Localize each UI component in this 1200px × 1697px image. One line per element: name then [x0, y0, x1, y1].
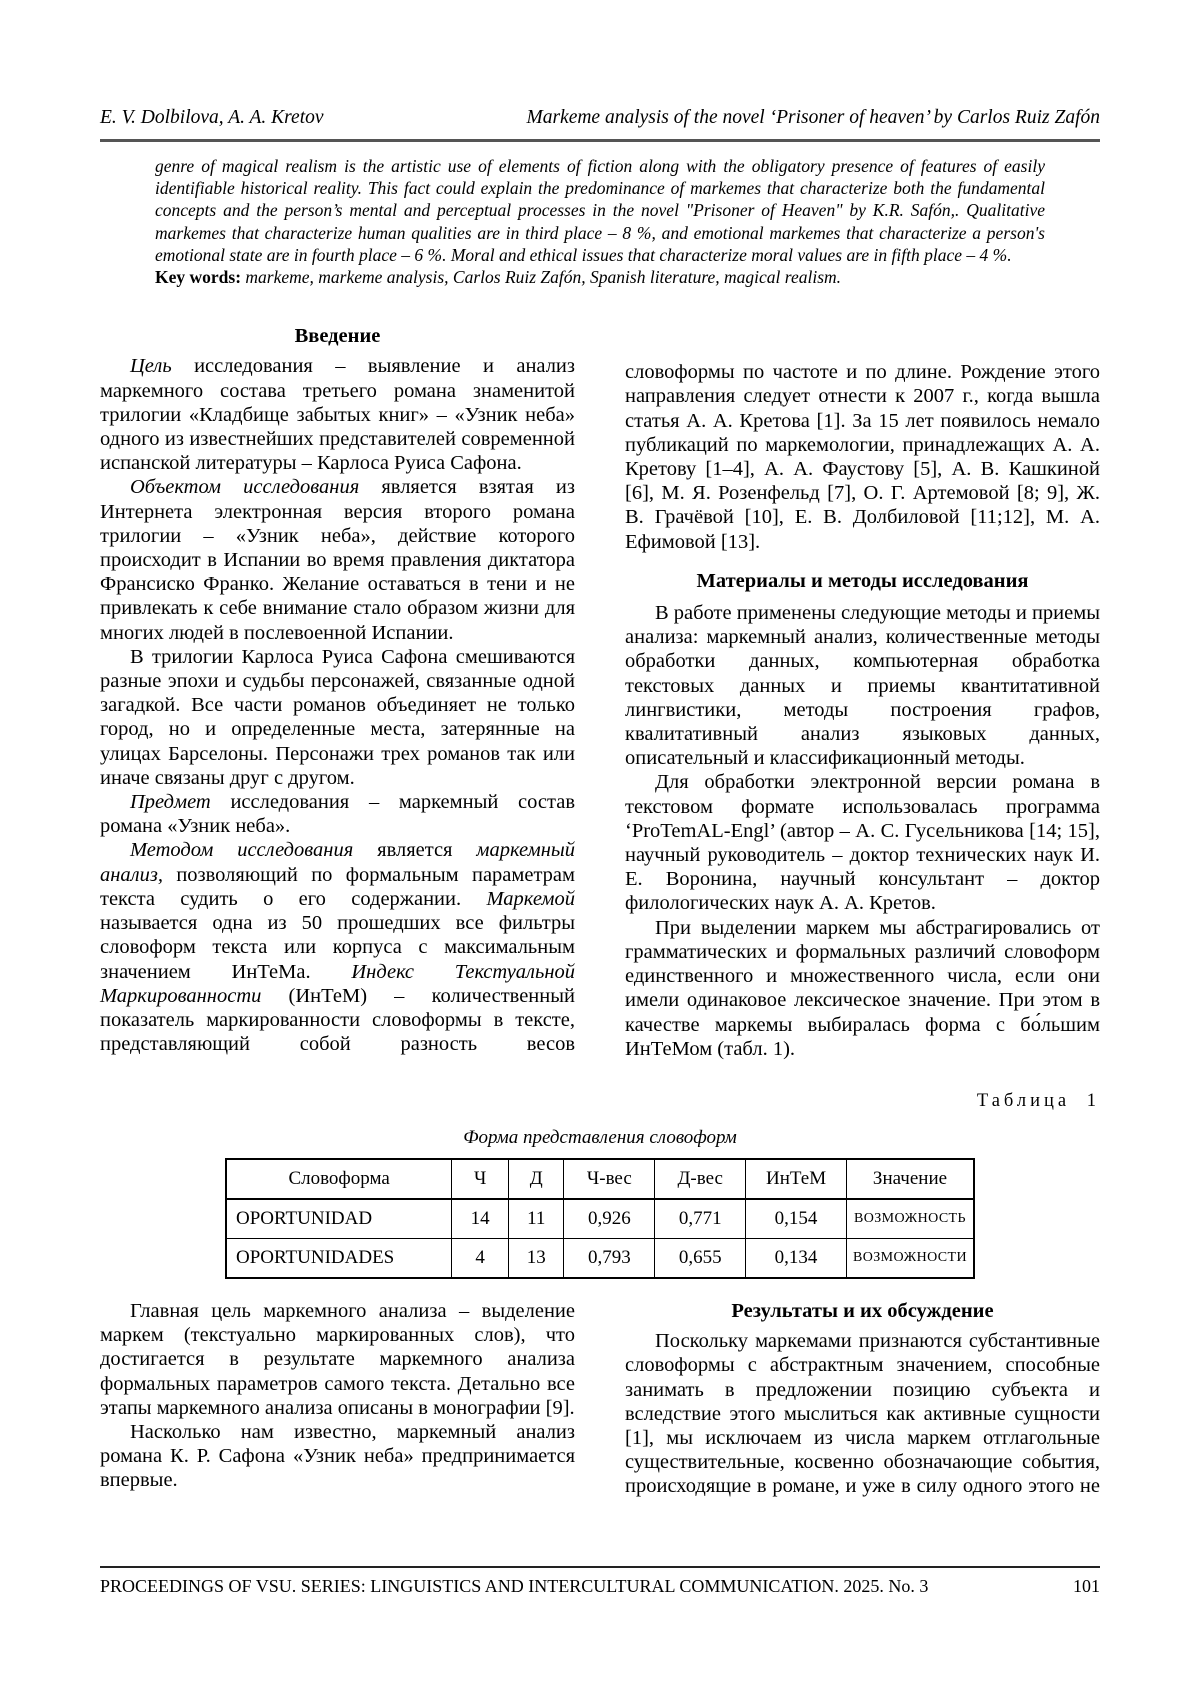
running-header-authors: E. V. Dolbilova, A. A. Kretov [100, 107, 324, 128]
paragraph: Насколько нам известно, маркемный анализ романа К. Р. Сафона «Узник неба» предпринимается впервые. [100, 1420, 575, 1492]
abstract-text: genre of magical realism is the artistic use of elements of fiction along with the obligatory presence of features of easily identifiable historical reality. This fact could explain the predominance of markemes that characterize both the fundamental concepts and the person’s mental and perceptual processes in the novel "Prisoner of Heaven" by K.R. Safón,. Qualitative markemes that characterize human qualities are in third place – 8 %, and emotional markemes that characterize a person's emotional state are in fourth place – 6 %. Moral and ethical issues that characterize moral values are in fifth place – 4 %. [155, 156, 1045, 265]
table-row [226, 1238, 974, 1278]
table-header-cell: Ч [452, 1159, 509, 1199]
paragraph-text: является [353, 839, 477, 862]
paragraph-text: называется одна из 50 прошедших все фильтры словоформ текста или корпуса с максимальным значением ИнТеМа. [100, 912, 575, 983]
section-heading-methods: Материалы и методы исследования [696, 569, 1029, 592]
paragraph-text: исследования – выявление и анализ маркемного состава третьего романа знаменитой трилогии «Кладбище забытых книг» – «Узник неба» одного из известнейших представителей современной испанской литературы – Карлоса Руиса Сафона. [100, 355, 575, 475]
table-label: Таблица 1 [976, 1090, 1100, 1111]
table-cell: 14 [452, 1199, 509, 1239]
running-header [100, 0, 1100, 130]
abstract [155, 155, 1045, 288]
paragraph [100, 354, 575, 475]
table-cell-wordform: OPORTUNIDADES [226, 1238, 452, 1278]
table-row [226, 1199, 974, 1239]
table-cell: 13 [509, 1238, 564, 1278]
table-caption: Форма представления словоформ [463, 1126, 737, 1148]
emphasis: Цель [130, 355, 172, 378]
paragraph-text: (ИнТеМ) – количественный показатель маркированности словоформы в тексте, представляющий собой разность весов [100, 984, 575, 1056]
paragraph [100, 838, 575, 1056]
paragraph: Главная цель маркемного анализа – выделение маркем (текстуально маркированных слов), что достигается в результате маркемного анализа формальных параметров самого текста. Детально все этапы маркемного анализа описаны в монографии [9]. [100, 1299, 575, 1419]
table-header-cell: Д [509, 1159, 564, 1199]
emphasis: маркемный анализ, [100, 839, 575, 886]
emphasis: Предмет [130, 791, 211, 814]
table-cell-meaning: ВОЗМОЖНОСТИ [846, 1238, 974, 1278]
paragraph: словоформы по частоте и по длине. Рождение этого направления следует отнести к 2007 г., когда вышла статья А. А. Кретова [1]. За 15 лет появилось немало публикаций по маркемологии, принадлежащих А. А. Кретову [1–4], А. А. Фаустову [5], А. В. Кашкиной [6], М. Я. Розенфельд [7], О. Г. Артемовой [8; 9], Ж. В. Грачёвой [10], Е. В. Долбиловой [11;12], М. А. Ефимовой [13]. [625, 361, 1100, 553]
table-cell: 0,134 [746, 1238, 847, 1278]
header-rule [100, 139, 1100, 142]
page-footer [100, 1566, 1100, 1597]
right-column-top [625, 324, 1100, 1061]
table-cell-wordform: OPORTUNIDAD [226, 1199, 452, 1239]
keywords-text: markeme, markeme analysis, Carlos Ruiz Zafón, Spanish literature, magical realism. [241, 267, 842, 288]
table-cell: 0,926 [564, 1199, 655, 1239]
paragraph: При выделении маркем мы абстрагировались от грамматических и формальных различий словоформ единственного и множественного числа, если они имели одинаковое лексическое значение. При этом в качестве маркемы выбиралась форма с бо́льшим ИнТеМом (табл. 1). [625, 916, 1100, 1060]
page-number: 101 [1073, 1576, 1100, 1596]
table-cell: 4 [452, 1238, 509, 1278]
paragraph [100, 790, 575, 838]
page-content [100, 0, 1100, 1499]
right-column-bottom [625, 1299, 1100, 1499]
paragraph: Поскольку маркемами признаются субстантивные словоформы с абстрактным значением, способные занимать в предложении позицию субъекта и вследствие этого мыслиться как активные сущности [1], мы исключаем из числа маркем отглагольные существительные, косвенно обозначающие события, происходящие в романе, и уже в силу одного этого не [625, 1330, 1100, 1498]
emphasis: Объектом исследования [130, 476, 360, 499]
section-heading-results: Результаты и их обсуждение [731, 1299, 994, 1322]
table-cell: 0,655 [655, 1238, 746, 1278]
footer-journal-line: PROCEEDINGS OF VSU. SERIES: LINGUISTICS AND INTERCULTURAL COMMUNICATION. 2025. No. 3 [100, 1576, 929, 1596]
running-header-title: Markeme analysis of the novel ‘Prisoner of heaven’ by Carlos Ruiz Zafón [526, 107, 1100, 128]
table-header-cell: ИнТеМ [746, 1159, 847, 1199]
table-header-cell: Д-вес [655, 1159, 746, 1199]
paragraph-text: позволяющий по формальным параметрам текста судить о его содержании. [100, 863, 575, 910]
paragraph-text: является взятая из Интернета электронная версия второго романа трилогии – «Узник неба», действие которого происходит в Испании во время правления диктатора Франсиско Франко. Желание оставаться в тени и не привлекать к себе внимание стало образом жизни для многих людей в послевоенной Испании. [100, 476, 575, 644]
paragraph: В трилогии Карлоса Руиса Сафона смешиваются разные эпохи и судьбы персонажей, связанные одной загадкой. Все части романов объединяет не только город, но и определенные места, затерянные на улицах Барселоны. Персонажи трех романов так или иначе связаны друг с другом. [100, 645, 575, 789]
table-header-cell: Ч-вес [564, 1159, 655, 1199]
left-column-top [100, 324, 575, 1061]
wordform-table [225, 1158, 975, 1279]
table-cell: 0,771 [655, 1199, 746, 1239]
keywords-label: Key words: [155, 267, 242, 288]
table-header-cell: Словоформа [226, 1159, 452, 1199]
body-columns-top [100, 324, 1100, 1061]
emphasis: Методом исследования [130, 839, 354, 862]
emphasis: Маркемой [486, 887, 575, 910]
paragraph: В работе применены следующие методы и приемы анализа: маркемный анализ, количественные методы обработки данных, компьютерная обработка текстовых данных и приемы квантитативной лингвистики, методы построения графов, квалитативный анализ языковых данных, описательный и классификационный методы. [625, 602, 1100, 770]
left-column-bottom [100, 1299, 575, 1499]
table-cell: 0,154 [746, 1199, 847, 1239]
paragraph [100, 475, 575, 644]
table-cell: 0,793 [564, 1238, 655, 1278]
table-header-cell: Значение [846, 1159, 974, 1199]
table-cell: 11 [509, 1199, 564, 1239]
paragraph-text: исследования – маркемный состав романа «Узник неба». [100, 791, 575, 838]
section-heading-introduction: Введение [294, 325, 381, 348]
table-cell-meaning: ВОЗМОЖНОСТЬ [846, 1199, 974, 1239]
table-header-row [226, 1159, 974, 1199]
body-columns-bottom [100, 1299, 1100, 1499]
paragraph: Для обработки электронной версии романа в текстовом формате использовалась программа ‘ProTemAL-Engl’ (автор – А. С. Гусельникова [14; 15], научный руководитель – доктор технических наук И. Е. Воронина, научный консультант – доктор филологических наук А. А. Кретов. [625, 771, 1100, 915]
emphasis: Индекс Текстуальной Маркированности [100, 960, 575, 1007]
keywords-line [155, 266, 1045, 288]
